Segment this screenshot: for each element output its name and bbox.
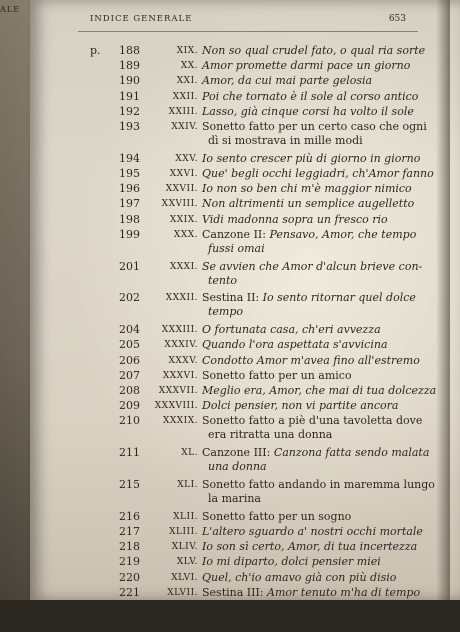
entry-roman-numeral: XXXVI.	[162, 370, 198, 381]
entry-title-continuation: dì si mostrava in mille modi	[208, 134, 363, 147]
entry-title	[202, 44, 442, 58]
entry-roman-numeral: XXXIV.	[164, 340, 198, 351]
entry-page-value: 195	[119, 167, 140, 180]
entry-roman-numeral: XLVI.	[171, 572, 198, 583]
entry-page-value: 191	[119, 89, 140, 103]
entry-title	[202, 414, 442, 442]
entry-page-value: 217	[119, 525, 140, 538]
index-entry	[30, 90, 460, 104]
entry-roman-numeral: XXXIX.	[162, 416, 198, 427]
entry-title	[202, 369, 442, 383]
entry-page-value: 190	[119, 74, 140, 88]
entry-page-value: 215	[119, 478, 140, 491]
entry-title	[202, 59, 442, 73]
entry-title	[202, 291, 442, 319]
entry-title-italic: Dolci pensier, non vi partite ancora	[202, 399, 399, 413]
entry-page-value: 206	[119, 353, 140, 367]
entry-page-value: 196	[119, 182, 140, 196]
entry-title-italic: Io mi diparto, dolci pensier miei	[202, 555, 381, 569]
entry-title	[202, 399, 442, 413]
entry-roman-numeral: XXXIII.	[161, 325, 198, 336]
entry-page-number	[88, 197, 140, 211]
entry-page-value: 216	[119, 509, 140, 523]
entry-page-value: 209	[119, 399, 140, 413]
entry-roman-numeral: XXV.	[175, 153, 198, 164]
index-page	[30, 0, 460, 631]
entry-title-italic: Poi che tornato è il sole al corso antico	[202, 89, 419, 103]
entry-page-number	[88, 213, 140, 227]
entry-page-value: 205	[119, 338, 140, 352]
entry-title-italic: Quanto sia vana ogni speranza nostra	[202, 617, 413, 631]
facing-page	[0, 0, 34, 600]
index-entry	[30, 291, 460, 319]
entry-title	[202, 338, 442, 352]
entry-title-italic: Condotto Amor m'avea fino all'estremo	[202, 353, 420, 367]
index-entry	[30, 167, 460, 181]
entry-page-value: 194	[119, 151, 140, 165]
entry-title-italic: Canzona fatta sendo malata	[273, 446, 430, 460]
entry-title-italic: Amor tenuto m'ha di tempo	[267, 585, 421, 599]
entry-page-value: 218	[119, 540, 140, 554]
entry-page-number	[88, 384, 140, 398]
entry-title	[202, 510, 442, 524]
entry-page-number	[88, 586, 140, 600]
entry-title-roman: Sonetto fatto per un certo caso che ogni	[202, 120, 427, 133]
entry-title-italic: Que' begli occhi leggiadri, ch'Amor fanno	[202, 167, 434, 180]
entry-title-italic: Amor promette darmi pace un giorno	[202, 59, 411, 73]
entry-title	[202, 105, 442, 119]
index-entry	[30, 44, 460, 58]
entry-title-italic: Quando l'ora aspettata s'avvicina	[202, 338, 388, 352]
index-entry	[30, 585, 460, 613]
entry-title-continuation: una donna	[208, 460, 267, 474]
entry-title-italic: Se avvien che Amor d'alcun brieve con-	[202, 259, 423, 273]
entry-title-continuation: era ritratta una donna	[208, 428, 333, 442]
entry-title	[202, 555, 442, 569]
entry-page-value: 223	[119, 617, 140, 631]
entry-title-roman: Sonetto fatto a piè d'una tavoletta dove	[202, 414, 423, 428]
page-header	[90, 14, 406, 28]
entry-page-number	[88, 338, 140, 352]
index-entry	[30, 399, 460, 413]
entry-page-number	[88, 291, 140, 305]
index-entry	[30, 227, 460, 255]
index-entry	[30, 478, 460, 505]
index-entry	[30, 571, 460, 585]
index-entry	[30, 182, 460, 196]
entry-page-value: 221	[119, 585, 140, 599]
entry-roman-numeral: XLVIII.	[163, 619, 198, 630]
entry-title	[202, 228, 442, 256]
entry-roman-numeral: XXXV.	[168, 355, 198, 366]
entry-roman-numeral: XXIII.	[168, 106, 198, 117]
entry-page-number	[88, 369, 140, 383]
entry-roman-numeral: XXII.	[172, 91, 198, 102]
entry-title	[202, 618, 442, 632]
page-edge-shadow	[436, 0, 450, 600]
entry-page-number	[88, 354, 140, 368]
index-entry	[30, 152, 460, 166]
entry-title-continuation: in tempo	[208, 599, 258, 613]
entry-roman-numeral: XXVII.	[165, 184, 198, 195]
page-header-title: INDICE GENERALE	[90, 14, 193, 24]
entry-page-value: 204	[119, 323, 140, 337]
index-entry	[30, 384, 460, 398]
entry-title	[202, 571, 442, 585]
entry-title	[202, 90, 442, 104]
index-entry	[30, 323, 460, 337]
index-entry	[30, 555, 460, 569]
page-prefix: p.	[90, 44, 101, 57]
entry-page-value: 199	[119, 227, 140, 241]
entry-page-number	[88, 152, 140, 166]
entry-title	[202, 182, 442, 196]
entry-title	[202, 354, 442, 368]
entry-roman-numeral: XXVIII.	[161, 199, 198, 210]
entry-page-value: 192	[119, 104, 140, 118]
entry-roman-numeral: XL.	[181, 448, 198, 459]
entry-title-roman: Canzone II:	[202, 227, 270, 241]
index-entry	[30, 540, 460, 554]
entry-title-italic: Io son sì certo, Amor, di tua incertezza	[202, 540, 418, 554]
entry-page-value: 201	[119, 259, 140, 273]
entry-page-number	[88, 90, 140, 104]
index-entry	[30, 197, 460, 211]
entry-roman-numeral: XXXVII.	[158, 386, 198, 396]
entry-roman-numeral: XLVII.	[167, 587, 198, 598]
index-entry	[30, 369, 460, 383]
entry-roman-numeral: XXI.	[176, 76, 198, 87]
entry-page-value: 189	[119, 59, 140, 73]
entry-roman-numeral: XLI.	[177, 480, 198, 490]
entry-page-number	[88, 167, 140, 181]
entry-page-number	[88, 618, 140, 632]
entry-title-italic: Non so qual crudel fato, o qual ria sorte	[202, 44, 426, 57]
entry-roman-numeral: XIX.	[176, 46, 198, 56]
entry-title-italic: Io non so ben chi m'è maggior nimico	[202, 182, 412, 196]
entry-roman-numeral: XLIII.	[169, 527, 198, 537]
entry-title	[202, 167, 442, 181]
index-entry	[30, 105, 460, 119]
entry-title	[202, 74, 442, 88]
index-entry	[30, 446, 460, 474]
entry-title-italic: Amor, da cui mai parte gelosia	[202, 74, 373, 88]
entry-page-number	[88, 399, 140, 413]
index-entry	[30, 120, 460, 147]
entry-title-italic: Meglio era, Amor, che mai di tua dolcezza	[202, 384, 437, 397]
entry-page-value: 211	[119, 446, 140, 460]
facing-page-running-head: ALE	[0, 5, 20, 14]
entry-page-value: 210	[119, 414, 140, 428]
entry-roman-numeral: XXXII.	[165, 293, 198, 304]
entry-page-value: 207	[119, 368, 140, 382]
index-entry	[30, 354, 460, 368]
index-entry	[30, 510, 460, 524]
entry-title	[202, 152, 442, 166]
entry-title	[202, 213, 442, 227]
entry-title-italic: Lasso, già cinque corsi ha volto il sole	[202, 104, 414, 118]
entry-page-number	[88, 59, 140, 73]
entry-title	[202, 384, 442, 398]
entry-title-roman: Sonetto fatto andando in maremma lungo	[202, 478, 435, 491]
entry-page-number	[88, 74, 140, 88]
entry-roman-numeral: XXX.	[173, 229, 198, 240]
entry-page-value: 193	[119, 120, 140, 133]
entry-page-number	[88, 478, 140, 492]
entry-page-value: 220	[119, 570, 140, 584]
index-entry	[30, 338, 460, 352]
entry-title-continuation: tento	[208, 273, 238, 287]
entry-page-number	[88, 323, 140, 337]
entry-page-number	[88, 105, 140, 119]
entry-title	[202, 446, 442, 474]
entry-title-roman: Canzone III:	[202, 446, 274, 460]
entry-roman-numeral: XX.	[180, 61, 198, 72]
entry-roman-numeral: XXXVIII.	[154, 401, 198, 412]
entry-title-roman: Sestina III:	[202, 585, 268, 599]
entry-title	[202, 586, 442, 614]
entry-title-italic: Io sento crescer più di giorno in giorno	[202, 151, 421, 165]
entry-roman-numeral: XXIX.	[169, 214, 198, 225]
entry-title-roman: Sestina II:	[202, 291, 263, 305]
entry-title	[202, 525, 442, 539]
entry-page-number	[88, 182, 140, 196]
entry-title-continuation: tempo	[208, 305, 244, 319]
header-rule	[78, 31, 418, 32]
page-number: 653	[388, 14, 406, 24]
entry-title-roman: Sonetto fatto per un sogno	[202, 509, 352, 523]
entry-title-italic: L'altero sguardo a' nostri occhi mortale	[202, 525, 423, 538]
index-entry	[30, 618, 460, 632]
index-entry	[30, 525, 460, 539]
entry-title-italic: Quel, ch'io amavo già con più disio	[202, 570, 397, 584]
entry-page-number	[88, 414, 140, 428]
entry-title-continuation: la marina	[208, 492, 261, 505]
index-entry	[30, 259, 460, 287]
entry-page-value: 188	[119, 44, 140, 57]
entry-page-value: 202	[119, 291, 140, 305]
entry-roman-numeral: XLII.	[173, 511, 198, 522]
entry-title-continuation: fussi omai	[208, 241, 265, 255]
entry-title	[202, 540, 442, 554]
entry-title-italic: O fortunata casa, ch'eri avvezza	[202, 323, 381, 337]
index-entry	[30, 414, 460, 442]
entry-page-number	[88, 525, 140, 539]
entry-roman-numeral: XXIV.	[171, 122, 198, 132]
entry-page-number	[88, 260, 140, 274]
entry-page-value: 197	[119, 197, 140, 211]
entry-page-number	[88, 120, 140, 134]
entry-title-roman: Sonetto fatto per un amico	[202, 368, 352, 382]
entry-title-italic: Non altrimenti un semplice augelletto	[202, 197, 415, 211]
entry-page-number	[88, 446, 140, 460]
entry-roman-numeral: XLV.	[176, 557, 198, 568]
entry-page-number	[88, 44, 140, 58]
entry-title-italic: Pensavo, Amor, che tempo	[269, 227, 417, 241]
entry-title-italic: Io sento ritornar quel dolce	[262, 291, 416, 305]
index-entry	[30, 74, 460, 88]
entry-page-number	[88, 555, 140, 569]
entry-roman-numeral: XLIV.	[171, 542, 198, 553]
entry-title	[202, 120, 442, 148]
entry-page-number	[88, 228, 140, 242]
index-entry	[30, 59, 460, 73]
entry-page-number	[88, 571, 140, 585]
entry-title	[202, 478, 442, 506]
entry-roman-numeral: XXXI.	[169, 261, 198, 272]
entry-roman-numeral: XXVI.	[169, 169, 198, 179]
entry-page-value: 219	[119, 555, 140, 569]
entry-title	[202, 323, 442, 337]
index-entry	[30, 213, 460, 227]
entry-page-number	[88, 510, 140, 524]
entry-title	[202, 260, 442, 288]
entry-page-value: 198	[119, 212, 140, 226]
entry-title	[202, 197, 442, 211]
entry-page-value: 208	[119, 384, 140, 397]
entry-title-italic: Vidi madonna sopra un fresco rio	[202, 212, 388, 226]
entry-page-number	[88, 540, 140, 554]
